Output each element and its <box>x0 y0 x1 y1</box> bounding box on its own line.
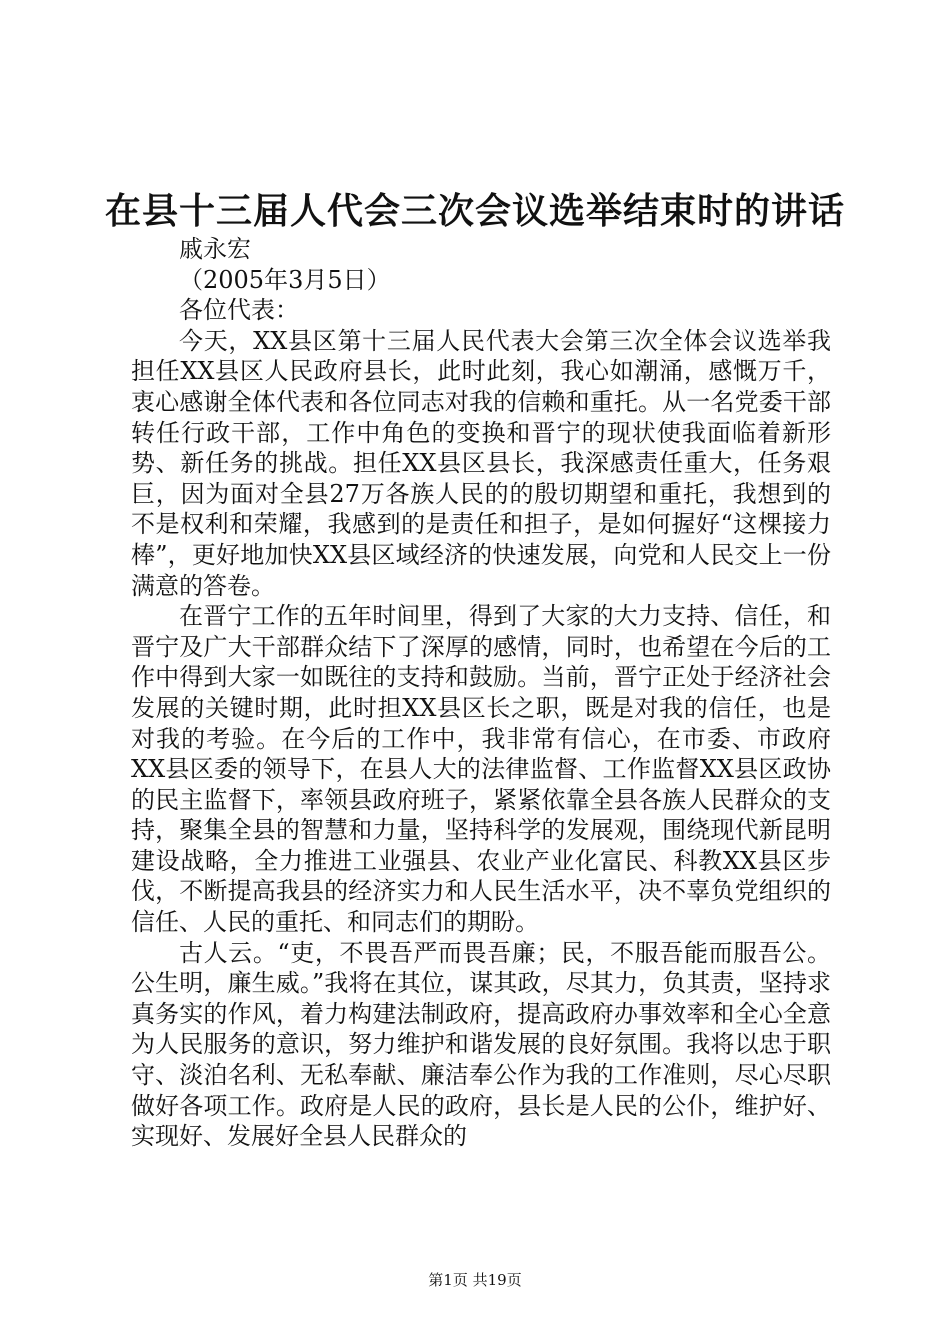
page-footer: 第1页 共19页 <box>428 1271 522 1289</box>
author-line: 戚永宏 <box>179 235 251 263</box>
document-title: 在县十三届人代会三次会议选举结束时的讲话 <box>104 190 845 232</box>
paragraph-3: 古人云。“吏，不畏吾严而畏吾廉；民，不服吾能而服吾公。公生明，廉生威。”我将在其位，谋其政，尽其力，负其责，坚持求真务实的作风，着力构建法制政府，提高政府办事效率和全心全意为人民服务的意识，努力维护和谐发展的良好氛围。我将以忠于职守、淡泊名利、无私奉献、廉洁奉公作为我的工作准则，尽心尽职做好各项工作。政府是人民的政府，县长是人民的公仆，维护好、实现好、发展好全县人民群众的 <box>131 938 831 1151</box>
document-body <box>131 234 831 1152</box>
paragraph-2: 在晋宁工作的五年时间里，得到了大家的大力支持、信任，和晋宁及广大干部群众结下了深厚的感情，同时，也希望在今后的工作中得到大家一如既往的支持和鼓励。当前，晋宁正处于经济社会发展的关键时期，此时担XX县区长之职，既是对我的信任，也是对我的考验。在今后的工作中，我非常有信心，在市委、市政府XX县区委的领导下，在县人大的法律监督、工作监督XX县区政协的民主监督下，率领县政府班子，紧紧依靠全县各族人民群众的支持，聚集全县的智慧和力量，坚持科学的发展观，围绕现代新昆明建设战略，全力推进工业强县、农业产业化富民、科教XX县区步伐，不断提高我县的经济实力和人民生活水平，决不辜负党组织的信任、人民的重托、和同志们的期盼。 <box>131 602 831 937</box>
salutation-line: 各位代表： <box>179 296 299 325</box>
date-line: （2005年3月5日） <box>179 265 391 294</box>
paragraph-1: 今天，XX县区第十三届人民代表大会第三次全体会议选举我担任XX县区人民政府县长，此时此刻，我心如潮涌，感慨万千，衷心感谢全体代表和各位同志对我的信赖和重托。从一名党委干部转任行政干部，工作中角色的变换和晋宁的现状使我面临着新形势、新任务的挑战。担任XX县区县长，我深感责任重大，任务艰巨，因为面对全县27万各族人民的的殷切期望和重托，我想到的不是权利和荣耀，我感到的是责任和担子，是如何握好“这棵接力棒”，更好地加快XX县区域经济的快速发展，向党和人民交上一份满意的答卷。 <box>131 326 831 600</box>
